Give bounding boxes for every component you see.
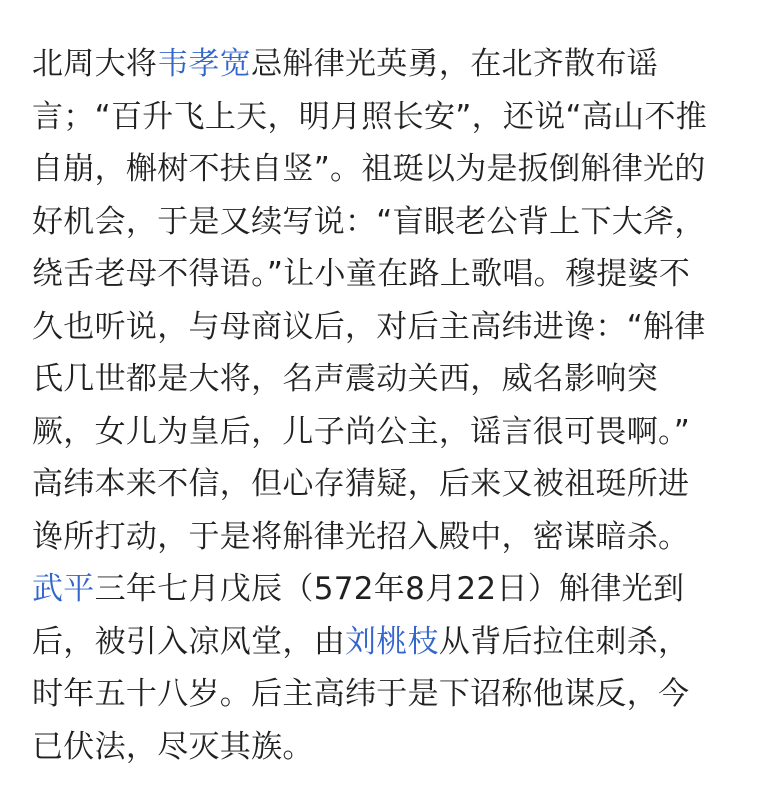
text-line [32, 458, 742, 511]
text-line [32, 406, 742, 459]
line-text: 绕舌老母不得语。”让小童在路上歌唱。穆提婆不 [32, 256, 691, 292]
line-text: 三年七月戊辰（572年8月22日）斛律光到 [94, 571, 685, 607]
line-text: 言；“百升飞上天，明月照长安”，还说“高山不推 [32, 98, 708, 135]
line-text: 高纬本来不信，但心存猜疑，后来又被祖珽所进 [32, 466, 690, 502]
link-liu-taozhi[interactable]: 刘桃枝 [345, 623, 439, 660]
line-text: 已伏法，尽灭其族。 [32, 728, 314, 765]
line-text: 自崩，槲树不扶自竖”。祖珽以为是扳倒斛律光的 [32, 151, 706, 187]
text-line [32, 301, 742, 354]
line-text: 从背后拉住刺杀， [438, 623, 690, 660]
line-text: 氏几世都是大将，名声震动关西，威名影响突 [32, 361, 658, 397]
text-line [32, 38, 742, 91]
line-text: 时年五十八岁。后主高纬于是下诏称他谋反，今 [32, 676, 690, 712]
line-text: 忌斛律光英勇，在北齐散布谣 [251, 46, 659, 82]
text-line [32, 143, 742, 196]
line-text: 北周大将 [32, 46, 158, 82]
text-line [32, 196, 742, 249]
line-text: 谗所打动，于是将斛律光招入殿中，密谋暗杀。 [32, 518, 690, 555]
text-line [32, 248, 742, 301]
text-line [32, 668, 742, 721]
text-line [32, 721, 742, 774]
link-wuping[interactable]: 武平 [32, 571, 95, 607]
article-paragraph [32, 38, 742, 773]
line-text: 久也听说，与母商议后，对后主高纬进谗：“斛律 [32, 308, 706, 345]
text-line [32, 563, 742, 616]
text-line [32, 353, 742, 406]
text-line [32, 616, 742, 669]
line-text: 后，被引入凉风堂，由 [32, 623, 345, 660]
link-wei-xiaokuan[interactable]: 韦孝宽 [157, 46, 252, 82]
line-text: 厥，女儿为皇后，儿子尚公主，谣言很可畏啊。” [32, 413, 691, 450]
text-line [32, 91, 742, 144]
text-line [32, 511, 742, 564]
line-text: 好机会，于是又续写说：“盲眼老公背上下大斧， [32, 203, 706, 240]
